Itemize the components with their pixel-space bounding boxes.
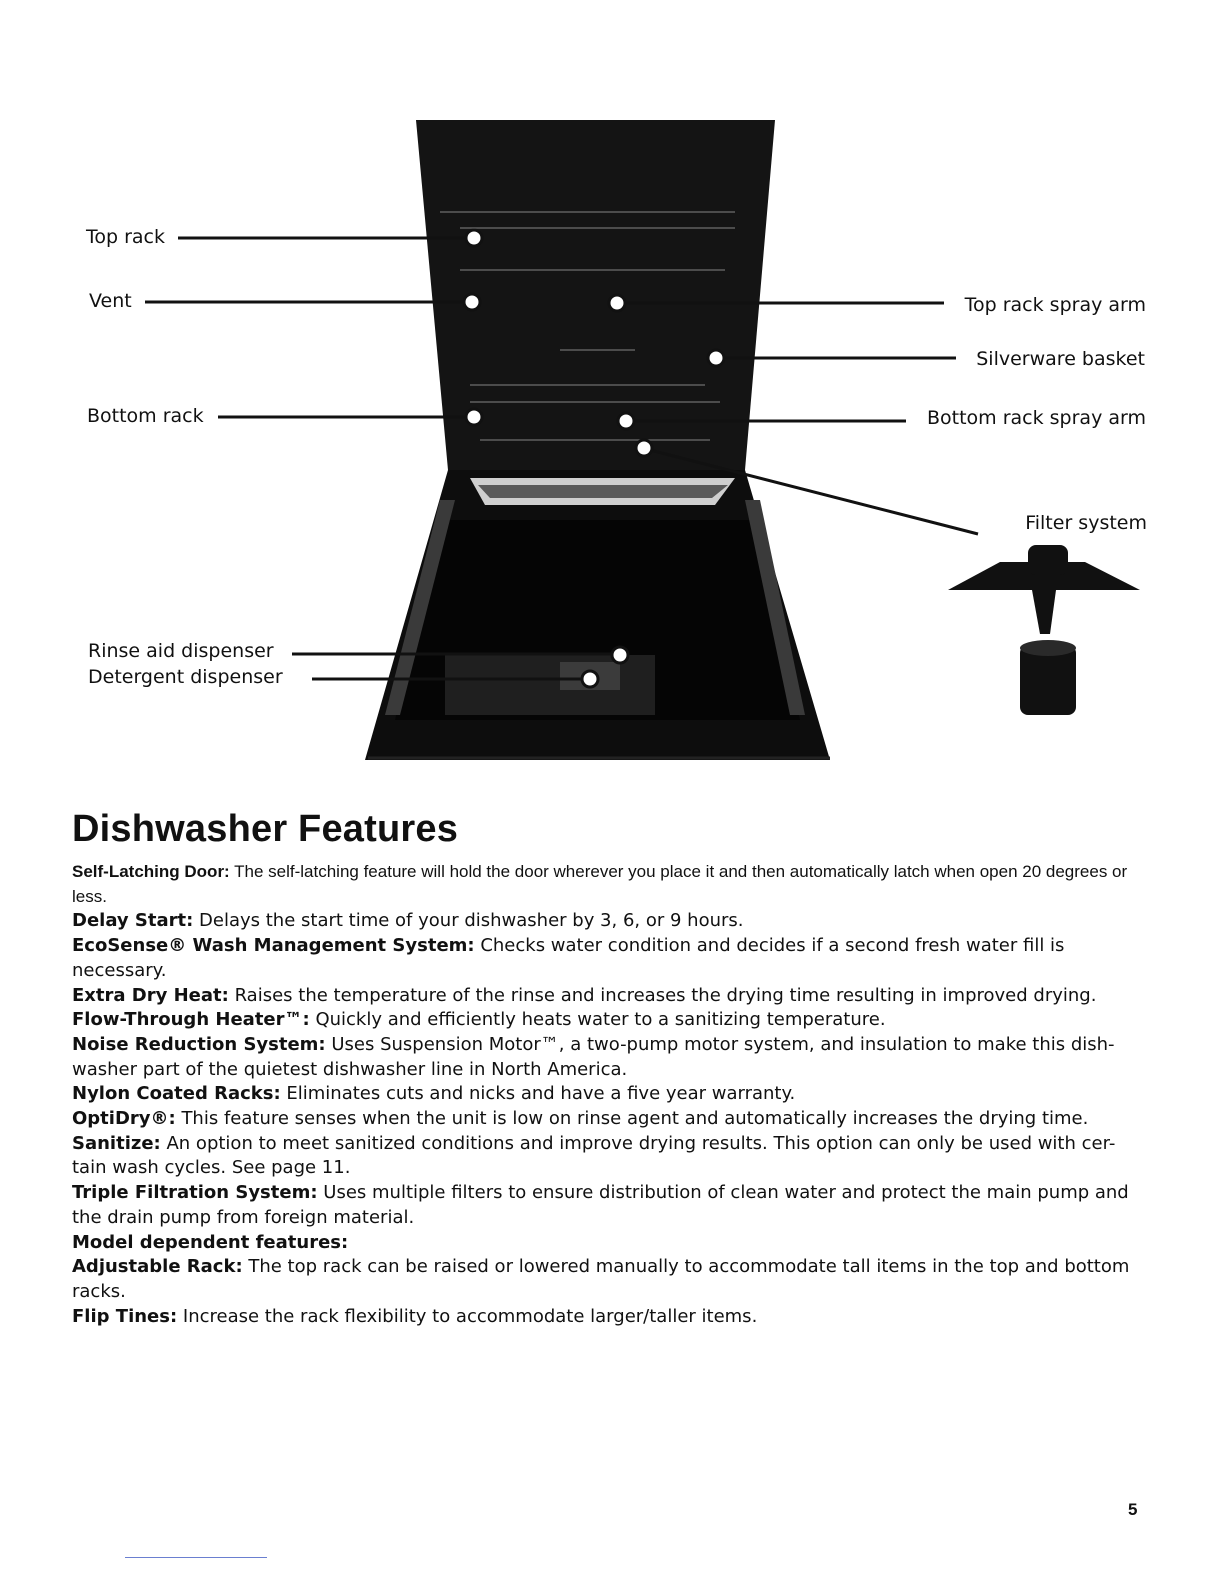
feature-item [72, 984, 1142, 1009]
feature-item [72, 1107, 1142, 1132]
feature-item [72, 1181, 1142, 1230]
top-rack-marker [466, 230, 482, 246]
callout-bottom-rack-spray-arm: Bottom rack spray arm [926, 407, 1146, 429]
feature-description: Raises the temperature of the rinse and increases the drying time resulting in improved drying. [228, 984, 1097, 1006]
feature-item [72, 1082, 1142, 1107]
feature-description: Checks water condition and decides if a second fresh water fill is necessary. [72, 935, 1065, 981]
callout-vent: Vent [89, 290, 132, 312]
feature-item [72, 1132, 1142, 1181]
feature-description: Uses Suspension Motor™, a two-pump motor system, and insulation to make this dish-washer part of the quietest dishwasher line in North America. [72, 1033, 1115, 1080]
feature-description: Uses multiple filters to ensure distribution of clean water and protect the main pump and the drain pump from foreign material. [72, 1182, 1129, 1228]
vent-marker [464, 294, 480, 310]
detergent-dispenser-marker [582, 671, 598, 687]
callout-filter-system: Filter system [1025, 512, 1147, 534]
feature-description: This feature senses when the unit is low on rinse agent and automatically increases the drying time. [175, 1108, 1089, 1130]
feature-term: Triple Filtration System: [72, 1182, 318, 1204]
feature-description: Delays the start time of your dishwasher by 3, 6, or 9 hours. [193, 910, 744, 932]
rinse-aid-dispenser-marker [612, 647, 628, 663]
callout-detergent-dispenser: Detergent dispenser [88, 666, 283, 688]
bottom-rack-marker [466, 409, 482, 425]
callout-silverware-basket: Silverware basket [976, 348, 1145, 370]
feature-term: Adjustable Rack: [72, 1256, 243, 1278]
page-number: 5 [1128, 1500, 1138, 1519]
callout-rinse-aid-dispenser: Rinse aid dispenser [88, 640, 274, 662]
feature-term: Extra Dry Heat: [72, 984, 229, 1006]
feature-item [72, 1033, 1142, 1082]
feature-item [72, 1255, 1142, 1304]
callout-top-rack: Top rack [86, 226, 166, 248]
callout-bottom-rack: Bottom rack [87, 405, 204, 427]
feature-item [72, 860, 1142, 909]
feature-item [72, 909, 1142, 934]
feature-description: Quickly and efficiently heats water to a sanitizing temperature. [309, 1009, 886, 1031]
feature-term: Sanitize: [72, 1132, 161, 1154]
feature-description: Eliminates cuts and nicks and have a five year warranty. [280, 1083, 796, 1105]
feature-term: Delay Start: [72, 910, 194, 932]
footer-rule [125, 1557, 267, 1558]
feature-term: Noise Reduction System: [72, 1033, 326, 1055]
feature-description: An option to meet sanitized conditions and improve drying results. This option can only be used with cer-tain wash cycles. See page 11. [72, 1132, 1116, 1179]
feature-item [72, 1008, 1142, 1033]
feature-term: Flip Tines: [72, 1305, 178, 1327]
bottom-rack-spray-arm-marker [618, 413, 634, 429]
feature-term: Nylon Coated Racks: [72, 1083, 281, 1105]
feature-description: Increase the rack flexibility to accommodate larger/taller items. [177, 1305, 758, 1327]
filter-system-illustration [948, 545, 1140, 715]
feature-term: Self-Latching Door: [72, 862, 230, 881]
dishwasher-illustration [365, 120, 830, 760]
feature-item [72, 1231, 1142, 1256]
filter-system-marker [636, 440, 652, 456]
feature-term: Flow-Through Heater™: [72, 1009, 310, 1031]
callout-top-rack-spray-arm: Top rack spray arm [964, 294, 1146, 316]
feature-item [72, 1305, 1142, 1330]
top-rack-spray-arm-marker [609, 295, 625, 311]
feature-term: Model dependent features: [72, 1231, 349, 1253]
feature-term: OptiDry®: [72, 1108, 176, 1130]
feature-list [72, 860, 1142, 1329]
feature-item [72, 934, 1142, 983]
silverware-basket-marker [708, 350, 724, 366]
section-title: Dishwasher Features [72, 808, 459, 850]
feature-term: EcoSense® Wash Management System: [72, 935, 475, 957]
feature-description: The self-latching feature will hold the door wherever you place it and then automatically latch when open 20 degrees or less. [72, 862, 1128, 906]
feature-description: The top rack can be raised or lowered manually to accommodate tall items in the top and bottom racks. [72, 1256, 1130, 1302]
